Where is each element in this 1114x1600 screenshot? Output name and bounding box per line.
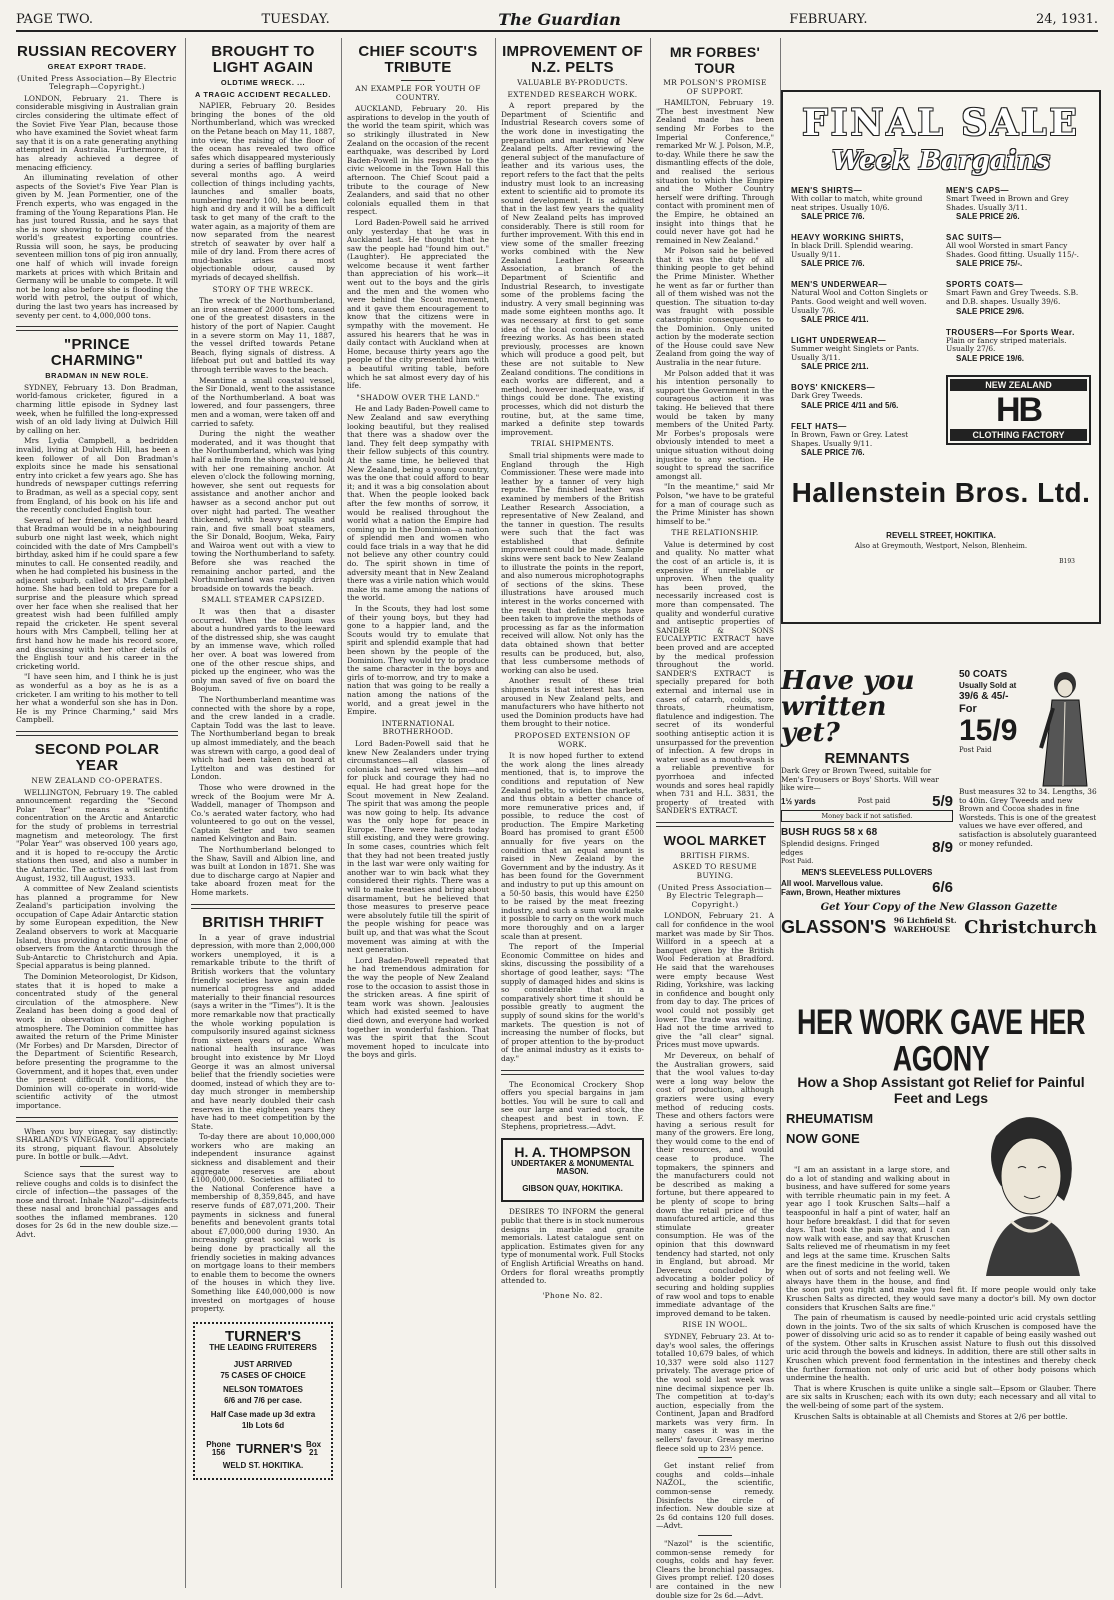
bargain-column [791, 186, 936, 469]
coats-usual-price: 39/6 & 45/- [959, 691, 1009, 702]
article-paragraph: Lord Baden-Powell repeated that he had tremendous admiration for the way the people of New Zealand rose to the occasion to assist those in the stricken areas. A fine spirit of team work was shown. Jealousies which had existed seemed to have died down, and everyone had worked together in wonderful fashion. That was the spirit that the Scout movement hoped to inculcate into the boys and girls. [347, 955, 489, 1060]
article-subhead: A TRAGIC ACCIDENT RECALLED. [195, 89, 331, 99]
article-paragraph: It is now hoped further to extend the work along the lines already mentioned, that is, to improve the conditions and reputation of New Zealand pelts, to widen the markets, and thus obtain a better chance of more remunerative prices and, if possible, to reduce the cost of production. The Empire Marketing Board has promised to grant £500 annually for five years on the condition that an equal amount is raised in New Zealand by the Government and by the industry. As it has been found for the Government and industry to put up this amount on a 50-50 basis, this would have £250 to be raised by the meat freezing industry, and such a sum would make it possible to carry on the work much more thoroughly and on a larger scale than at present. [501, 751, 644, 941]
coats-usually: Usually Sold at [959, 681, 1017, 690]
glasson-right [959, 668, 1097, 898]
article-headline: CHIEF SCOUT'S TRIBUTE [358, 43, 478, 76]
article-paragraph: WELLINGTON, February 19. The cabled announcement regarding the "Second Polar Year" means a scientific concentration on the Arctic and Antarctic for the study of problems in terrestrial magnetism and meteorology. The first "Polar Year" was observed 100 years ago, and it is hoped to re-occupy the Arctic stations then used, and also a number in the Antarctic. The activities will last from August, 1932, till August, 1933. [16, 787, 178, 883]
woman-in-coat-illustration [1027, 668, 1097, 788]
advert-script-title: Have you written yet? [781, 666, 915, 748]
turners-advert [193, 1322, 333, 1481]
article-paragraph: A report prepared by the Department of Scientific and Industrial Research covers some of the work done in investigating the preparation and marketing of New Zealand pelts. After reviewing the general subject of the manufacture of leather and its various uses, the report refers to the fact that the pelts industry must look to an increasing extent to scientific aid to promote its sound development. It is admitted that in the last few years the quality of New Zealand pelts has improved considerably. There is still room for further improvement. With this end in view some of the smaller freezing works combined with the New Zealand Leather Research Association, a branch of the Department of Scientific and Industrial Research, to investigate some of the problems facing the industry. A very small beginning was made some eighteen months ago. It was necessary at first to get some idea of the local conditions in each freezing works. As has been stated previously, processes are known which will produce a good pelt, but these are not suitable to New Zealand conditions. The conditions in each works are different, and a method, however inadequate, was, if things could be done. The existing processes, which did not disturb the routine, but, at the same time, marked a definite step towards improvement. [501, 101, 644, 437]
bargain-item [791, 422, 936, 457]
bargain-heading: FELT HATS— [791, 421, 847, 431]
glasson-left [781, 668, 953, 898]
article-subhead: BRITISH FIRMS. [680, 850, 750, 860]
section-heading: INTERNATIONAL BROTHERHOOD. [381, 718, 455, 737]
address-line: WAREHOUSE [893, 925, 951, 935]
rugs-heading: BUSH RUGS 58 x 68 [781, 826, 878, 838]
advert-name: TURNER'S [224, 1327, 302, 1345]
column-4 [501, 38, 644, 1588]
advert-paragraph: That is where Kruschen is quite unlike a single salt—Epsom or Glauber. There are six salts in Kruschen; each with its own duty; each necessary and all vital to the well-being of some part of the system. [786, 1383, 1096, 1411]
bargain-price: SALE PRICE 75/-. [956, 259, 1023, 269]
article-subhead: EXTENDED RESEARCH WORK. [507, 89, 638, 99]
remnants-post: Post paid [857, 797, 891, 806]
bargain-price: SALE PRICE 2/6. [956, 212, 1020, 222]
article-subhead: BRADMAN IN NEW ROLE. [45, 371, 149, 381]
advert-line: 75 CASES OF CHOICE [220, 1370, 306, 1380]
kruschen-advert [786, 1000, 1096, 1585]
bargain-item [791, 186, 936, 221]
remnants-offer [781, 793, 953, 810]
article-paragraph: LONDON, February 21. There is considerable misgiving in Australian grain circles considering the ultimate effect of the Soviet Five Year Plan, because those who have examined the Soviet wheat farm say that it is on a rate generating anything attempted in Australia. Furthermore, it has already achieved a degree of menacing efficiency. [16, 93, 178, 172]
issue-day: TUESDAY. [261, 11, 330, 27]
bargain-heading: LIGHT UNDERWEAR— [791, 336, 886, 346]
bargain-heading: TROUSERS—For Sports Wear. [946, 327, 1075, 337]
issue-date: 24, 1931. [1035, 11, 1098, 27]
advert-line: JUST ARRIVED [233, 1359, 293, 1369]
advert-phone: Phone 156 [206, 1439, 231, 1458]
guarantee-note: Money back if not satisfied. [781, 810, 953, 822]
article-paragraph: Several of her friends, who had heard that Bradman would be in a neighbouring suburb one night last week, which night coincided with the date of Mrs Campbell's birthday, asked him if he could spare a few minutes to call. He consented readily, and when he had completed his business in the adjacent suburb, called at Mrs Campbell home. She had been told to prepare for a surprise and the pleasure which spread over her face when she realised that her greatest wish had been fulfilled amply repaid the cricketer. He spent several hours with Mrs Campbell, telling her at first hand how he made his record score, and discussing with her other details of the English tour and his career in the cricketing world. [16, 515, 178, 671]
bargain-item [946, 233, 1091, 268]
thompson-advert [501, 1138, 644, 1202]
section-heading: PROPOSED EXTENSION OF WORK. [514, 730, 631, 749]
masthead [16, 8, 1098, 32]
rugs-description: Splendid designs. Fringed edges [781, 838, 880, 857]
section-heading: RISE IN WOOL. [682, 1320, 748, 1330]
article-paragraph: An illuminating revelation of other aspects of the Soviet's Five Year Plan is given by M. Jean Pormentier, one of the French experts, who was engaged in the framing of the Young Reparations Plan. He has just toured Russia, and he says that she is now showing to become one of the world's greatest exporting countries. Russia will soon, he says, be producing seventeen million tons of pig iron annually, one half of which will invade foreign markets at prices with which Britain and Germany will be unable to compete. It will not be long also before she is flooding the world with petrol, the output of which, during the last two years has increased by seventy per cent. to 4,000,000 tons. [16, 173, 178, 320]
bargain-description: In black Drill. Splendid wearing. Usually 9/11. [791, 241, 914, 259]
article-subhead: GREAT EXPORT TRADE. [47, 62, 147, 71]
advert-paragraph: Kruschen Salts is obtainable at all Chemists and Stores at 2/6 per bottle. [794, 1411, 1068, 1421]
column-rule [495, 38, 496, 1588]
bargain-description: Natural Wool and Cotton Singlets or Pants. Good weight and well woven. Usually 7/6. [791, 288, 928, 315]
advert-title: FINAL SALE [802, 102, 1080, 144]
woman-portrait-illustration [956, 1106, 1096, 1276]
article-headline: RUSSIAN RECOVERY [16, 43, 178, 60]
article-paragraph: NAPIER, February 20. Besides bringing the bones of the old Northumberland, which was wrecked on the Petane beach on May 11, 1887, into view, the raising of the floor of the ocean has revealed two office safes which disappeared mysteriously during a series of baffling burglaries several months ago. A weird collection of things including yachts, launches and smaller boats, numbering nearly 100, has been left high and dry and it will be a difficult task to get many of the craft to the water again, as a majority of them are now separated from the nearest stretch of seawater by over half a mile of dry land. From there acres of mud-banks arises a most objectionable odour, caused by myriads of decayed shellfish. [191, 101, 335, 283]
divider [80, 1166, 114, 1167]
bargain-price: SALE PRICE 2/11. [801, 362, 869, 372]
rugs-post: Post Paid. [781, 856, 814, 865]
column-2 [191, 38, 335, 1588]
column-rule [650, 38, 651, 1588]
pullover-price: 6/6 [932, 879, 953, 897]
bargain-price: SALE PRICE 7/6. [801, 259, 865, 269]
bargain-price: SALE PRICE 7/6. [801, 212, 865, 222]
article-paragraph: Mr Polson added that it was his intention personally to support the Government in the courageous action it was taking. He believed that there would be taken by many members of the United Party. Mr Forbes's proposals were obviously intended to meet a unique situation without doing injustice to any section. He sought to spread the sacrifice amongst all. [656, 368, 774, 481]
article-paragraph: Mr Devereux, on behalf of the Australian growers, said that the wool values to-day were a long way below the cost of production, although graziers were using every method of reducing costs. These and others factors were having a serious result for many of the growers. Ere long, they would come to the end of their resources, and would cease to produce. The topmakers, the spinners and the manufacturers could not be described as making a fortune, but there appeared to be plenty of scope to bring down the retail price of the manufactured article, and thus stimulate greater consumption. He was of the opinion that this downward tendency had started, not only in England, but abroad. Mr Devereux concluded by advocating a bolder policy of securing and holding supplies of raw wool and tops to enable immediate advantage of the improved demand to be taken. [656, 1050, 774, 1318]
column-rule [185, 38, 186, 1588]
article-paragraph: Lord Baden-Powell said that he knew New Zealanders under trying circumstances—all classes of colonials had served with him—and for pluck and courage they had no equal. He had great hope for the Scout movement in New Zealand. The spirit that was among the people was now going to help. Its advance was the only hope for peace in Europe. There were hatreds today still existing, and they were growing. In some cases, countries which felt that they had not been treated justly in the last war were only waiting for another war to win back what they considered their rights. There was a will to make treaties and bring about disarmament, but he believed that those measures to preserve peace were absolutely futile till the spirit of the people wishing for peace was built up, and that was what the Scout movement was aiming at with the next generation. [347, 738, 489, 955]
glasson-body [781, 668, 1097, 898]
article-headline: IMPROVEMENT OF N.Z. PELTS [502, 43, 643, 76]
section-heading: STORY OF THE WRECK. [212, 284, 314, 294]
article-paragraph: "I have seen him, and I think he is just as wonderful as a boy as he is as a cricketer. I am writing to his mother to tell her what a wonderful son she has in Don. He is my Prince Charming," said Mrs Campbell. [16, 672, 178, 725]
hb-logo-top: NEW ZEALAND [950, 379, 1087, 391]
bargain-price: SALE PRICE 4/11 and 5/6. [801, 400, 899, 410]
glasson-footer [781, 913, 1097, 938]
bargain-heading: SPORTS COATS— [946, 280, 1024, 290]
rheumatism-heading: NOW GONE [786, 1131, 860, 1146]
advert-title: Week Bargains [831, 146, 1051, 176]
bargain-item [791, 233, 936, 268]
bargain-description: In Brown, Fawn or Grey. Latest Shapes. Usually 9/11. [791, 429, 909, 448]
advertorial-notice: "Nazol" is the scientific, common-sense remedy for coughs, colds and hay fever. Clears the bronchial passages. Gives prompt relief. 120 doses are contained in the new double size for 2s 6d.—Advt. [656, 1539, 774, 1600]
article-paragraph: It was then that a disaster occurred. When the Boojum was about a hundred yards to the leeward of the distressed ship, she was caught by an immense wave, which rolled her over. A boat was lowered from one of the other rescue ships, and picked up the engineer, who was the only man saved of five on board the Boojum. [191, 607, 335, 694]
article-paragraph: Those who were drowned in the wreck of the Boojum were Mr A. Waddell, manager of Thompson and Co.'s aerated water factory, who had volunteered to go out on the vessel, Captain Setter and two seamen named Kelvington and Bain. [191, 782, 335, 844]
article-paragraph: To-day there are about 10,000,000 workers who are making an independent insurance against sickness and disablement and their aggregate reserves are about £100,000,000. Societies affiliated to the National Conference have a membership of 8,359,845, and have reserve funds of £87,071,200. Their payments in sickness and funeral benefits and benevolent grants total about £7,000,000 during 1930. An increasingly great social work is being done by practically all the friendly societies in making advances on mortgage loans to their members to enable them to become the owners of the houses in which they live. Something like £40,000,000 is now invested on mortgages of house property. [191, 1132, 335, 1314]
divider [698, 1457, 732, 1458]
advert-phone: 'Phone No. 82. [542, 1290, 603, 1300]
advert-line: UNDERTAKER & MONUMENTAL MASON. [511, 1158, 634, 1177]
section-heading: SMALL STEAMER CAPSIZED. [201, 595, 325, 605]
advert-address: WELD ST. HOKITIKA. [222, 1460, 304, 1470]
pullover-description: All wool. Marvellous value. Fawn, Brown, Heather mixtures [781, 878, 901, 897]
article-paragraph: Value is determined by cost and quality. No matter what the cost of an article is, it is expensive if unreliable or unproven. When the quality has been proved, the necessarily increased cost is more than compensated. The quality and wonderful curative and antiseptic properties of SANDER & SONS EUCALYPTIC EXTRACT have been proved and are accepted by the medical profession throughout the world. SANDER'S EXTRACT is specially prepared for both external and internal use in cases of catarrh, colds, sore throats, rheumatism, flatulence and indigestion. The secret of its wonderful soothing antiseptic action it is unsurpassed for the prevention of infection. A few drops in water used as a mouth-wash is a reliable preventive for pyorrhoea and infected wounds and sores heal rapidly when 731 and H.L. 3831, the property of treated with SANDER'S EXTRACT. [656, 539, 774, 816]
hb-logo [946, 375, 1091, 445]
advertorial-notice: When you buy vinegar, say distinctly: SHARLAND'S VINEGAR. You'll appreciate its strong, piquant flavour. Absolutely pure. In bottle or bulk.—Advt. [16, 1126, 178, 1162]
issue-month: FEBRUARY. [789, 11, 868, 27]
bargain-price: SALE PRICE 19/6. [956, 353, 1025, 363]
article-paragraph: The Northumberland meantime was connected with the shore by a rope, and the crew landed in a cradle. Captain Todd was the last to leave. The Northumberland began to break up almost immediately, and the beach was strewn with cargo, a good deal of which had been taken on board at Lyttelton and was destined for London. [191, 694, 335, 782]
article-headline: "PRINCE CHARMING" [50, 336, 144, 370]
paper-name: The Guardian [498, 9, 621, 29]
column-1 [16, 38, 178, 1588]
pullover-heading: MEN'S SLEEVELESS PULLOVERS [801, 867, 933, 877]
remnants-price: 5/9 [932, 792, 953, 810]
article-paragraph: The wreck of the Northumberland, an iron steamer of 2000 tons, caused one of the greatest disasters in the history of the port of Napier. Caught in a severe storm on May 11, 1887, the vessel drifted towards Petane Beach, flying signals of distress. A lifeboat put out and battled its way through terrible waves to the beach. [191, 296, 335, 374]
bargain-item [791, 383, 936, 410]
coats-post: Post Paid [959, 746, 992, 754]
advert-line: Half Case made up 3d extra [210, 1410, 316, 1420]
press-credit: (United Press Association—By Electric Telegraph—Copyright.) [657, 882, 773, 909]
rugs-offer [781, 826, 953, 839]
article-headline: BRITISH THRIFT [202, 913, 324, 931]
article-divider [16, 1117, 178, 1122]
article-subhead: MR POLSON'S PROMISE OF SUPPORT. [663, 78, 767, 96]
rheumatism-heading: RHEUMATISM [786, 1111, 874, 1126]
article-paragraph: AUCKLAND, February 20. His aspirations to develop in the youth of the world the team spirit, which was so strikingly illustrated in New Zealand on the occasion of the recent earthquake, was described by Lord Baden-Powell in his response to the civic welcome in the Town Hall this afternoon. The Chief Scout paid a tribute to the courage of New Zealanders, and said that no other colonials equalled them in that respect. [347, 104, 489, 217]
advertorial-notice: Science says that the surest way to relieve coughs and colds is to disinfect the circle of infection—the passages of the nose and throat. Inhale "Nazol"—disinfects these nasal and bronchial passages and soothes the inflamed membranes. 120 doses for 2s 6d in the new double size.—Advt. [16, 1169, 178, 1240]
article-paragraph: In the Scouts, they had lost some of their young boys, but they had gone to a happier land, and the Scouts would try to emulate that spirit and splendid example that had been shown by the people of the Dominion. They would try to produce the same character in the boys and girls of to-morrow, and try to make a nation that was going to be really a nation among the nations of the world, and a great jewel in the Empire. [347, 604, 489, 717]
glasson-advert [781, 668, 1097, 938]
remnants-quantity: 1½ yards [781, 796, 816, 806]
article-paragraph: The Northumberland belonged to the Shaw, Savill and Albion line, and was built at London in 1871. She was due to discharge cargo at Napier and take aboard frozen meat for the Home markets. [191, 845, 335, 898]
bargain-price: SALE PRICE 7/6. [801, 448, 865, 458]
column-5 [656, 38, 774, 1600]
article-paragraph: The report of the Imperial Economic Committee on hides and skins, discussing the possibility of a shortage of good leather, says: "The supply of damaged hides and skins is so considerable that in a comparatively short time it should be possible greatly to augment the supply of sound skins for the world's markets. The question is not of increasing the number of flocks, but of proper attention to the by-product of the animal industry as it exists to-day." [501, 942, 644, 1063]
bargain-description: Smart Fawn and Grey Tweeds. S.B. and D.B. shapes. Usually 39/6. [946, 288, 1079, 306]
advertiser-address [894, 916, 957, 934]
bargain-heading: SAC SUITS— [946, 233, 1002, 243]
article-paragraph: Another result of these trial shipments is that interest has been aroused in New Zealand pelts, and manufacturers who have hitherto not used the Dominion products have had them brought to their notice. [501, 676, 644, 729]
bargain-description: Plain or fancy striped materials. Usually 27/6. [946, 335, 1067, 354]
divider [698, 1535, 732, 1536]
advertiser-city: Christchurch [964, 916, 1097, 938]
bargain-column [946, 186, 1091, 469]
advert-subheadline: How a Shop Assistant got Relief for Painful Feet and Legs [797, 1074, 1085, 1106]
bargain-description: Dark Grey Tweeds. [791, 391, 863, 401]
bargain-description: Summer weight Singlets or Pants. Usually 3/11. [791, 344, 919, 362]
bargain-description: With collar to match, white ground neat stripes. Usually 10/6. [791, 194, 923, 212]
advert-line: THE LEADING FRUITERERS [209, 1343, 317, 1353]
bargain-price: SALE PRICE 4/11. [801, 315, 869, 325]
article-paragraph: During the night the weather moderated, and it was thought that the Northumberland, which was lying half a mile from the shore, would hold with her one remaining anchor. At eleven o'clock the following morning, however, she sent out requests for assistance and another anchor and hawser as a second anchor put out over night had parted. The weather thickened, with heavy squalls and rain, and five small boat steamers, the Sir Donald, Boojum, Weka, Fairy and Wairoa went out with a view to towing the Northumberland to safety. Before she was reached the remaining anchor parted, and the Northumberland was rapidly driven broadside on towards the beach. [191, 429, 335, 593]
advert-line: NELSON TOMATOES [222, 1385, 303, 1395]
advert-footer [201, 1439, 325, 1460]
rugs-price: 8/9 [932, 839, 953, 857]
article-headline: MR FORBES' TOUR [669, 44, 761, 76]
advert-box: Box 21 [305, 1439, 322, 1458]
bargain-item [791, 336, 936, 371]
bargain-column-items [946, 186, 1091, 363]
article-headline: SECOND POLAR YEAR [34, 740, 160, 774]
rugs-details [781, 839, 953, 857]
advert-name: H. A. THOMPSON [514, 1144, 631, 1161]
advertiser-name: GLASSON'S [781, 916, 887, 937]
address-line: 96 Lichfield St. [893, 916, 957, 926]
divider [401, 80, 435, 81]
advert-line: 1lb Lots 6d [241, 1420, 285, 1430]
advert-line: 6/6 and 7/6 per case. [224, 1395, 302, 1405]
article-divider [656, 822, 774, 827]
article-divider [16, 326, 178, 331]
page-number: PAGE TWO. [16, 11, 94, 27]
article-paragraph: The Dominion Meteorologist, Dr Kidson, states that it is hoped to make a concentrated study of the general circulation of the atmosphere. New Zealand has been doing a good deal of work in observation of the higher atmosphere. The Dominion committee has awaited the return of the Prime Minister (Mr Forbes) and Dr Marsden, Director of the Department of Scientific Research, before presenting the programme to the Government, and it hopes that, even under the present difficult conditions, the Dominion will co-operate in world-wide scientific activity of the utmost importance. [16, 972, 178, 1110]
article-subhead: VALUABLE BY-PRODUCTS. [517, 78, 628, 87]
article-subhead: ASKED TO RESUME BUYING. [672, 862, 758, 881]
gazette-line: Get Your Copy of the New Glasson Gazette [820, 901, 1058, 913]
article-divider [501, 1070, 644, 1075]
article-paragraph: Mrs Lydia Campbell, a bedridden invalid, living at Dulwich Hill, has been a keen follower of all Don Bradman's exploits since he made his sensational entry into cricket a few years ago. She has hundreds of newspaper cuttings referring to Bradman, as well as a special copy, sent from England, of his book on his life and the recently concluded English tour. [16, 436, 178, 515]
advert-name: TURNER'S [236, 1440, 302, 1456]
article-subhead: OLDTIME WRECK. ... [220, 78, 306, 87]
advert-address: GIBSON QUAY, HOKITIKA. [522, 1183, 623, 1193]
bargain-description: All wool Worsted in smart Fancy Shades. Good fitting. Usually 115/-. [946, 241, 1080, 259]
article-divider [191, 904, 335, 909]
article-subhead: AN EXAMPLE FOR YOUTH OF COUNTRY. [355, 84, 481, 102]
coats-description: Bust measures 32 to 34. Lengths, 36 to 40in. Grey Tweeds and new Brown and Cocoa shades in fine Worsteds. This is one of the greatest values we have ever offered, and satisfaction is absolutely guaranteed or money refunded. [959, 787, 1097, 848]
hb-logo-mark: HB [995, 390, 1042, 429]
coats-price: 15/9 [959, 714, 1018, 747]
remnants-heading: REMNANTS [824, 750, 910, 767]
article-paragraph: "In the meantime," said Mr Polson, "we have to be grateful for a man of courage such as the Prime Minister has shown himself to be." [656, 482, 774, 526]
coats-for: For [959, 703, 977, 715]
advertiser-address: REVELL STREET, HOKITIKA. [886, 531, 996, 541]
bargain-heading: MEN'S CAPS— [946, 186, 1009, 195]
article-paragraph: Meantime a small coastal vessel, the Sir Donald, went to the assistance of the Northumberland. A boat was lowered, and four passengers, three men and a woman, were taken off and carried to safety. [191, 375, 335, 428]
section-heading: "SHADOW OVER THE LAND." [356, 392, 480, 402]
advert-headline: HER WORK GAVE HER AGONY [796, 1002, 1085, 1079]
article-paragraph: In a year of grave industrial depression, with more than 2,000,000 workers unemployed, it is a remarkable tribute to the thrift of British workers that the voluntary friendly societies have again made numerical progress and added materially to their financial resources (says a writer in the "Times"). It is the more remarkable now that practically the whole working population is compulsorily insured against sickness from sixteen years of age. When national health insurance was brought into existence by Mr Lloyd George it was an almost universal belief that the friendly societies were doomed, instead of which they are to-day much stronger in membership and have nearly doubled their cash reserves in the eighteen years they have had to meet competition by the State. [191, 932, 335, 1131]
article-paragraph: LONDON, February 21. A call for confidence in the wool market was made by Sir Thos. Willford in a speech at a banquet given by the British Wool Federation at Bradford. He said that the warehouses were empty because West Riding, Yorkshire, was lacking in confidence and bought only from day to day. The prices of wool could not possibly get lower. The trade was waiting. Had not the time arrived to give the "all clear" signal. Prices must move upwards. [656, 911, 774, 1050]
article-headline: WOOL MARKET [663, 832, 767, 848]
bargain-heading: HEAVY WORKING SHIRTS, [791, 233, 904, 243]
bargain-heading: MEN'S UNDERWEAR— [791, 280, 887, 290]
bargain-item [946, 186, 1091, 221]
article-subhead: NEW ZEALAND CO-OPERATES. [31, 775, 163, 785]
article-paragraph: He and Lady Baden-Powell came to New Zealand and saw everything looking beautiful, but they realised that there was a shadow over the land. They felt deep sympathy with their fellow subjects of this country. At the same time, he believed that New Zealand, being a young country, was the one that could afford to bear it; and it was a big consolation about that. When the people looked back after the few months of sorrow, it would be realised throughout the world what a nation the Empire had coming up in the Dominion—a nation of splendid men and women who could face trials in a way that he did not believe any other country could do. The spirit shown in time of adversity meant that in New Zealand there was a virile nation which would make its name among the nations of the world. [347, 404, 489, 603]
article-paragraph: A committee of New Zealand scientists has planned a programme for New Zealand's participation involving the occupation of Cape Adair Antarctic station by some European expedition, the New Zealand observers to work at Macquarie Island, thus providing a continuous line of observers from the Antarctic through the Sub-Antarctic to Christchurch and Apia. Special apparatus is being planned. [16, 884, 178, 971]
advert-body: DESIRES TO INFORM the general public that there is in stock numerous designs in marble and granite memorials. Latest catalogue sent on application. Estimates given for any type of monumental work. Full Stocks of English Artificial Wreaths on hand. Orders for floral wreaths promptly attended to. [501, 1207, 644, 1286]
pullover-offer [781, 878, 953, 898]
article-paragraph: Small trial shipments were made to England through the High Commissioner. These were made into leather by a tanner of very high repute. The finished leather was examined by members of the British Leather Research Association, a representative of New Zealand, and the tanner in question. The results were such that the fact was established that definite improvement could be made. Sample skins were sent back to New Zealand to illustrate the points in the report, and also numerous microphotographs of sections of the skins. These illustrations have aroused much interest in the works concerned with the result that definite steps have been taken to improve the methods of processing as far as the information received will allow. Not only has the data obtained shown that better results can be produced, but, also, that less cumbersome methods of working can also be used. [501, 450, 644, 675]
bargain-description: Smart Tweed in Brown and Grey Shades. Usually 3/11. [946, 194, 1069, 212]
hallenstein-advert [781, 90, 1101, 624]
hb-logo-bottom: CLOTHING FACTORY [950, 429, 1087, 441]
article-divider [16, 731, 178, 736]
bargain-item [946, 328, 1091, 363]
article-paragraph: SYDNEY, February 13. Don Bradman, world-famous cricketer, figured in a charming little episode in Sydney last week, when he fulfilled the long-expressed wish of an old lady living at Dulwich Hill by calling on her. [16, 382, 178, 435]
remnants-description: Dark Grey or Brown Tweed, suitable for Men's Trousers or Boys' Shorts. Will wear like wire— [781, 766, 939, 793]
advertorial-notice: The Economical Crockery Shop offers you special bargains in jam bottles. You will be sure to call and see our large and varied stock, the cheapest and best in town. F. Stephens, proprietress.—Advt. [501, 1079, 644, 1132]
article-paragraph: Lord Baden-Powell said he arrived only yesterday that he was in Auckland last. He thought that he saw the people had "found him out." (Laughter). He appreciated the welcome because it went farther than appreciation of his work—it went out to the boys and the girls and the men and the women who were behind the Scout movement, and it gave them encouragement to know that the citizens were in sympathy with the movement. He assured his hearers that he was in daily contact with Auckland when at Home, because thirty years ago the people of the city presented him with a beautiful writing table, before which he sat almost every day of his life. [347, 217, 489, 391]
column-rule [341, 38, 342, 1588]
section-heading: TRIAL SHIPMENTS. [530, 439, 615, 449]
article-paragraph: HAMILTON, February 19. "The best investment New Zealand made has been sending Mr Forbes to the Imperial Conference," remarked Mr W. J. Polson, M.P., to-day. While there he saw the dismantling effects of the dole, and realised the serious situation to which the Empire and the Mother Country herself were drifting. Through contact with prominent men of the Empire, he obtained an insight into things that he could never have got had he remained in New Zealand." [656, 98, 774, 245]
article-paragraph: SYDNEY, February 23. At to-day's wool sales, the offerings totalled 10,679 bales, of which 10,337 were sold also 1127 privately. The average price of the wool sold last week was nine decimal sixpence per lb. The competition at to-day's auction, especially from the Continent, Japan and Bradford markets was very firm. In many cases it was in the sellers' favour. Greasy merino fleece sold up to 23½ pence. [656, 1331, 774, 1453]
advert-paragraph: The pain of rheumatism is caused by needle-pointed uric acid crystals settling down in the joints. Two of the six salts of which Kruschen is composed have the power of dissolving uric acid so as to render it capable of being easily washed out of the system. Other salts in Kruschen assist Nature to flush out this dissolved uric acid through the bowels and kidneys. In addition, there are still other salts in Kruschen which prevent food fermentation in the intestines and thereby check the further formation not only of uric acid but of other body poisons which undermine the health. [786, 1313, 1096, 1383]
advertorial-notice: Get instant relief from coughs and colds—inhale NAZOL, the scientific, common-sense remedy. Disinfects the circle of infection. New double size at 2s 6d contains 120 full doses.—Advt. [656, 1461, 774, 1531]
bargain-price: SALE PRICE 29/6. [956, 306, 1025, 316]
bargain-heading: BOYS' KNICKERS— [791, 383, 876, 393]
bargain-heading: MEN'S SHIRTS— [791, 186, 863, 195]
bargain-list [791, 186, 1091, 469]
testimonial-paragraph: "I am an assistant in a large store, and do a lot of standing and walking about in business, and have suffered for some years with terrible rheumatic pain in my feet. A year ago I took Kruschen Salts—half a teaspoonful in half a pint of water, half an hour before breakfast. I did that for seven days. That took the pain away, and I can now walk with ease, and say that Kruschen Salts relieved me of rheumatism in my feet and legs at the same time. Kruschen Salts are the finest medicine in the world, taken when out of sorts and not feeling well. We always have them in the house, and find the soon put you right and make you feel fit. If more people would only take Kruschen Salts as directed, they would save many a doctor's bill. My own doctor considers that Kruschen Salts are fine." [786, 1165, 1096, 1312]
advertiser-branches: Also at Greymouth, Westport, Nelson, Blenheim. [854, 542, 1028, 551]
advertiser-name: Hallenstein Bros. Ltd. [791, 477, 1091, 509]
coats-heading: 50 COATS [959, 669, 1008, 680]
column-3 [347, 38, 489, 1588]
advert-reference: B193 [1059, 558, 1075, 565]
bargain-item [946, 280, 1091, 315]
press-credit: (United Press Association—By Electric Telegraph—Copyright.) [17, 73, 177, 92]
article-paragraph: Mr Polson said he believed that it was the duty of all thinking people to get behind the Prime Minister. Whether he went as far or further than all of them wished was not the question. The situation to-day was fraught with possible catastrophic consequences to the Dominion. Only united action by the moderate section of the House could save New Zealand from going the way of Australia in the near future. [656, 246, 774, 367]
article-headline: BROUGHT TO LIGHT AGAIN [211, 43, 315, 76]
section-heading: THE RELATIONSHIP. [671, 528, 759, 538]
bargain-item [791, 280, 936, 324]
